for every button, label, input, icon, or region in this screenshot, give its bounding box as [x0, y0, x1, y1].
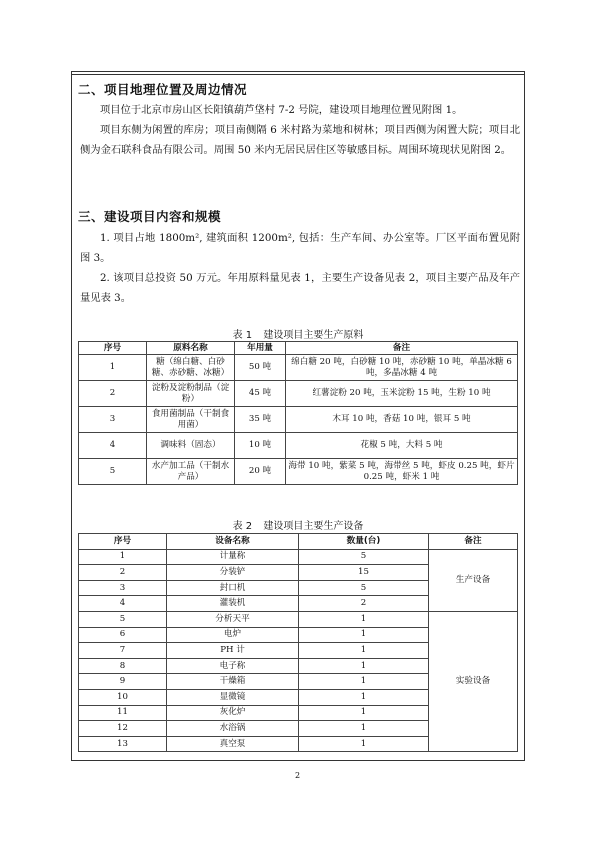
row-number: 4 — [79, 596, 167, 612]
equipment-name: 分析天平 — [167, 611, 299, 627]
section2-body — [80, 100, 520, 160]
equipment-name: 真空泵 — [167, 736, 299, 752]
equipment-name: 灌装机 — [167, 596, 299, 612]
equipment-quantity: 1 — [299, 689, 429, 705]
table1-caption — [72, 326, 524, 341]
material-name: 水产加工品（干制水产品） — [147, 459, 235, 485]
row-number: 7 — [79, 643, 167, 659]
remark: 花椒 5 吨，大料 5 吨 — [286, 433, 518, 459]
equipment-name: 分装铲 — [167, 565, 299, 581]
equipment-quantity: 2 — [299, 596, 429, 612]
frame-top-rule — [72, 74, 524, 75]
row-number: 1 — [79, 355, 147, 381]
raw-materials-table — [78, 341, 518, 485]
material-name: 淀粉及淀粉制品（淀粉） — [147, 381, 235, 407]
equipment-name: 灰化炉 — [167, 705, 299, 721]
section2-paragraph-1: 项目位于北京市房山区长阳镇葫芦垡村 7-2 号院，建设项目地理位置见附图 1。 — [100, 104, 463, 116]
table1-caption-number: 表 1 — [232, 330, 253, 341]
equipment-quantity: 5 — [299, 580, 429, 596]
equipment-name: 电炉 — [167, 627, 299, 643]
table-header-row — [79, 534, 518, 550]
row-number: 1 — [79, 549, 167, 565]
equipment-quantity: 5 — [299, 549, 429, 565]
equipment-name: 电子称 — [167, 658, 299, 674]
annual-amount: 45 吨 — [235, 381, 286, 407]
section2-heading: 二、项目地理位置及周边情况 — [78, 82, 248, 97]
table-header-cell: 备注 — [429, 534, 518, 550]
group-remark-lab: 实验设备 — [429, 611, 518, 751]
table-row — [79, 381, 518, 407]
table-row — [79, 355, 518, 381]
row-number: 2 — [79, 381, 147, 407]
remark: 红薯淀粉 20 吨，玉米淀粉 15 吨，生粉 10 吨 — [286, 381, 518, 407]
row-number: 12 — [79, 721, 167, 737]
section2-paragraph-2: 项目东侧为闲置的库房；项目南侧隔 6 米村路为菜地和树林；项目西侧为闲置大院；项目北侧为金石联科食品有限公司。周围 50 米内无居民居住区等敏感目标。周围环境现状见附图 2。 — [80, 124, 520, 156]
material-name: 糖（绵白糖、白砂糖、赤砂糖、冰糖） — [147, 355, 235, 381]
material-name: 调味料（固态） — [147, 433, 235, 459]
material-name: 食用菌制品（干制食用菌） — [147, 407, 235, 433]
table2-caption-title: 建设项目主要生产设备 — [263, 521, 364, 532]
equipment-quantity: 1 — [299, 736, 429, 752]
annual-amount: 20 吨 — [235, 459, 286, 485]
group-remark-production: 生产设备 — [429, 549, 518, 611]
section3-paragraph-1: 1. 项目占地 1800m², 建筑面积 1200m², 包括：生产车间、办公室等。厂区平面布置见附图 3。 — [80, 232, 520, 264]
section3-body — [80, 228, 520, 308]
row-number: 2 — [79, 565, 167, 581]
equipment-name: 干燥箱 — [167, 674, 299, 690]
row-number: 13 — [79, 736, 167, 752]
equipment-name: 显微镜 — [167, 689, 299, 705]
row-number: 3 — [79, 580, 167, 596]
table-row — [79, 549, 518, 565]
equipment-quantity: 1 — [299, 721, 429, 737]
section3-heading: 三、建设项目内容和规模 — [78, 209, 222, 224]
page-number: 2 — [294, 771, 301, 780]
annual-amount: 10 吨 — [235, 433, 286, 459]
remark: 海带 10 吨，紫菜 5 吨，海带丝 5 吨，虾皮 0.25 吨，虾片 0.25 吨，虾米 1 吨 — [286, 459, 518, 485]
table1-caption-title: 建设项目主要生产原料 — [263, 330, 364, 341]
row-number: 8 — [79, 658, 167, 674]
equipment-quantity: 1 — [299, 658, 429, 674]
table-header-row — [79, 342, 518, 355]
equipment-quantity: 1 — [299, 705, 429, 721]
table-row — [79, 459, 518, 485]
table-header-cell: 数量(台) — [299, 534, 429, 550]
row-number: 10 — [79, 689, 167, 705]
equipment-name: 水浴锅 — [167, 721, 299, 737]
row-number: 9 — [79, 674, 167, 690]
annual-amount: 50 吨 — [235, 355, 286, 381]
table-row — [79, 407, 518, 433]
equipment-table — [78, 533, 518, 752]
table-header-cell: 序号 — [79, 534, 167, 550]
remark: 木耳 10 吨，香菇 10 吨，银耳 5 吨 — [286, 407, 518, 433]
document-frame — [71, 71, 525, 761]
table2-caption-number: 表 2 — [232, 521, 253, 532]
row-number: 4 — [79, 433, 147, 459]
table-header-cell: 设备名称 — [167, 534, 299, 550]
equipment-quantity: 1 — [299, 627, 429, 643]
table-header-cell: 年用量 — [235, 342, 286, 355]
table-header-cell: 备注 — [286, 342, 518, 355]
table-header-cell: 序号 — [79, 342, 147, 355]
remark: 绵白糖 20 吨，白砂糖 10 吨，赤砂糖 10 吨，单晶冰糖 6 吨，多晶冰糖 4 吨 — [286, 355, 518, 381]
table-row — [79, 611, 518, 627]
equipment-quantity: 1 — [299, 611, 429, 627]
row-number: 5 — [79, 611, 167, 627]
row-number: 11 — [79, 705, 167, 721]
annual-amount: 35 吨 — [235, 407, 286, 433]
equipment-quantity: 1 — [299, 643, 429, 659]
equipment-name: PH 计 — [167, 643, 299, 659]
section3-paragraph-2: 2. 该项目总投资 50 万元。年用原料量见表 1，主要生产设备见表 2，项目主要产品及年产量见表 3。 — [80, 272, 520, 304]
row-number: 5 — [79, 459, 147, 485]
equipment-name: 封口机 — [167, 580, 299, 596]
row-number: 3 — [79, 407, 147, 433]
equipment-quantity: 1 — [299, 674, 429, 690]
table-header-cell: 原料名称 — [147, 342, 235, 355]
equipment-name: 计量称 — [167, 549, 299, 565]
row-number: 6 — [79, 627, 167, 643]
equipment-quantity: 15 — [299, 565, 429, 581]
table-row — [79, 433, 518, 459]
table2-caption — [72, 517, 524, 532]
